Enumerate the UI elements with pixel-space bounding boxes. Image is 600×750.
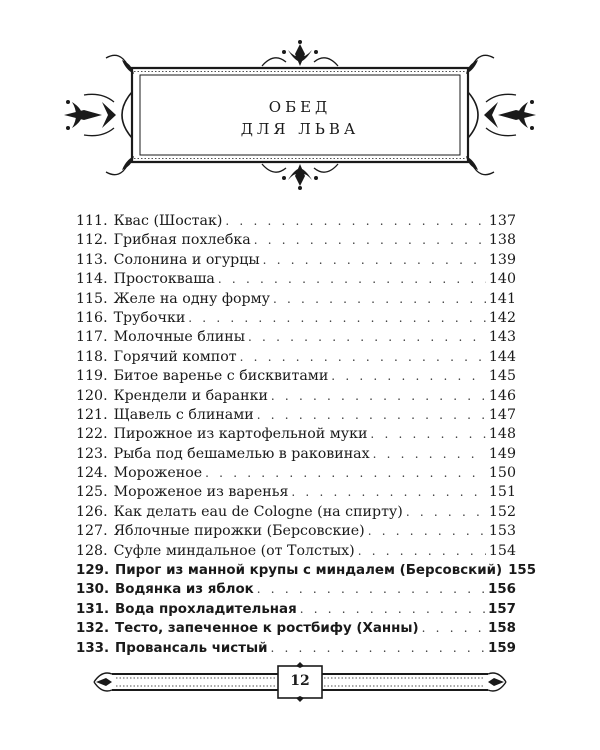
toc-entry[interactable]	[76, 503, 516, 522]
toc-entry-title: Горячий компот	[113, 348, 237, 365]
toc-entry-title: Тесто, запеченное к ростбифу (Ханны)	[115, 621, 419, 637]
toc-entry-number: 123.	[76, 445, 108, 462]
toc-entry[interactable]	[76, 425, 516, 444]
toc-entry-title: Солонина и огурцы	[113, 251, 260, 268]
toc-entry[interactable]	[76, 348, 516, 367]
toc-entry-title: Яблочные пирожки (Берсовские)	[113, 523, 365, 540]
dot-leader	[370, 425, 485, 444]
toc-entry-title: Щавель с блинами	[113, 406, 254, 423]
section-title-line2: ДЛЯ ЛЬВА	[240, 120, 360, 138]
toc-entry-page: 140	[488, 271, 516, 288]
toc-entry-title: Желе на одну форму	[113, 290, 270, 307]
dot-leader	[270, 639, 485, 658]
toc-entry-title: Суфле миндальное (от Толстых)	[113, 542, 355, 559]
toc-entry-number: 126.	[76, 503, 108, 520]
toc-entry-title: Рыба под бешамелью в раковинах	[113, 445, 370, 462]
toc-entry[interactable]	[76, 231, 516, 250]
toc-entry-number: 113.	[76, 251, 108, 268]
dot-leader	[225, 212, 486, 231]
toc-entry-page: 145	[488, 368, 516, 385]
toc-entry-page: 142	[488, 309, 516, 326]
page-number: 12	[290, 673, 310, 689]
toc-entry-number: 130.	[76, 582, 110, 598]
toc-entry-title: Квас (Шостак)	[113, 213, 223, 229]
toc-entry-page: 155	[508, 563, 537, 579]
dot-leader	[373, 445, 486, 464]
toc-entry-title: Трубочки	[113, 309, 186, 326]
toc-entry[interactable]	[76, 483, 516, 502]
toc-entry-number: 128.	[76, 542, 108, 559]
toc-entry-number: 116.	[76, 309, 108, 326]
toc-entry-number: 121.	[76, 406, 108, 423]
dot-leader	[368, 522, 486, 541]
dot-leader	[358, 542, 486, 561]
toc-entry[interactable]	[76, 639, 516, 658]
toc-entry[interactable]	[76, 464, 516, 483]
dot-leader	[248, 328, 486, 347]
toc-entry-number: 118.	[76, 348, 108, 365]
toc-entry-number: 111.	[76, 213, 108, 229]
toc-entry-title: Пирожное из картофельной муки	[113, 426, 368, 443]
toc-entry[interactable]	[76, 600, 516, 619]
toc-entry[interactable]	[76, 619, 516, 638]
dot-leader	[331, 367, 486, 386]
toc-entry-title: Водянка из яблок	[115, 582, 254, 598]
toc-entry-number: 129.	[76, 563, 110, 579]
toc-entry-page: 158	[488, 621, 516, 637]
toc-entry-number: 122.	[76, 426, 108, 443]
header-ornament-frame	[62, 40, 538, 190]
toc-entry-title: Молочные блины	[113, 329, 246, 346]
toc-entry-number: 120.	[76, 387, 108, 404]
toc-entry-page: 139	[488, 251, 516, 268]
toc-entry-title: Мороженое из варенья	[113, 484, 289, 501]
toc-entry-title: Провансаль чистый	[115, 640, 268, 656]
toc-entry-page: 144	[488, 348, 516, 365]
toc-entry-page: 152	[488, 503, 516, 520]
toc-entry-number: 114.	[76, 271, 108, 288]
toc-entry[interactable]	[76, 522, 516, 541]
toc-entry-number: 115.	[76, 290, 108, 307]
toc-entry-title: Как делать eau de Cologne (на спирту)	[113, 503, 403, 520]
toc-entry-page: 146	[488, 387, 516, 404]
toc-entry-page: 143	[488, 329, 516, 346]
toc-entry-number: 132.	[76, 621, 110, 637]
toc-entry-page: 156	[488, 582, 516, 598]
toc-entry-number: 133.	[76, 640, 110, 656]
toc-entry-page: 159	[488, 640, 516, 656]
toc-entry-title: Пирог из манной крупы с миндалем (Берсовский)	[115, 563, 503, 579]
toc-entry-number: 131.	[76, 601, 110, 617]
toc-entry-number: 127.	[76, 523, 108, 540]
toc-entry-page: 154	[488, 542, 516, 559]
toc-entry[interactable]	[76, 328, 516, 347]
toc-entry[interactable]	[76, 406, 516, 425]
toc-entry-title: Простокваша	[113, 271, 215, 288]
toc-entry[interactable]	[76, 309, 516, 328]
toc-entry[interactable]	[76, 387, 516, 406]
dot-leader	[218, 270, 486, 289]
toc-entry-page: 153	[488, 523, 516, 540]
toc-entry-page: 157	[488, 601, 516, 617]
toc-entry-title: Крендели и баранки	[113, 387, 268, 404]
toc-entry[interactable]	[76, 367, 516, 386]
dot-leader	[254, 231, 486, 250]
toc-entry-page: 138	[488, 232, 516, 249]
toc-entry[interactable]	[76, 445, 516, 464]
toc-entry[interactable]	[76, 561, 537, 580]
dot-leader	[271, 387, 486, 406]
toc-entry[interactable]	[76, 580, 516, 599]
toc-entry[interactable]	[76, 290, 516, 309]
dot-leader	[188, 309, 486, 328]
toc-entry-page: 147	[488, 406, 516, 423]
dot-leader	[291, 483, 486, 502]
toc-entry-title: Мороженое	[113, 465, 203, 482]
toc-entry-page: 141	[488, 290, 516, 307]
dot-leader	[257, 580, 485, 599]
table-of-contents	[76, 212, 537, 658]
toc-entry[interactable]	[76, 270, 516, 289]
toc-entry[interactable]	[76, 542, 516, 561]
section-title-line1: ОБЕД	[268, 98, 332, 116]
toc-entry-title: Вода прохладительная	[115, 601, 297, 617]
dot-leader	[406, 503, 486, 522]
toc-entry[interactable]	[76, 251, 516, 270]
toc-entry-page: 149	[488, 445, 516, 462]
toc-entry-number: 117.	[76, 329, 108, 346]
toc-entry-title: Битое варенье с бисквитами	[113, 368, 329, 385]
toc-entry-number: 124.	[76, 465, 108, 482]
toc-entry-page: 150	[488, 465, 516, 482]
toc-entry-number: 112.	[76, 232, 108, 249]
toc-entry-page: 148	[488, 426, 516, 443]
footer-ornament	[92, 662, 508, 702]
dot-leader	[422, 619, 485, 638]
toc-entry-number: 125.	[76, 484, 108, 501]
dot-leader	[263, 251, 486, 270]
toc-entry-page: 137	[488, 213, 516, 229]
toc-entry-number: 119.	[76, 368, 108, 385]
toc-entry[interactable]	[76, 212, 516, 231]
dot-leader	[205, 464, 486, 483]
dot-leader	[257, 406, 486, 425]
dot-leader	[240, 348, 486, 367]
toc-entry-title: Грибная похлебка	[113, 232, 251, 249]
dot-leader	[273, 290, 486, 309]
toc-entry-page: 151	[488, 484, 516, 501]
dot-leader	[300, 600, 485, 619]
